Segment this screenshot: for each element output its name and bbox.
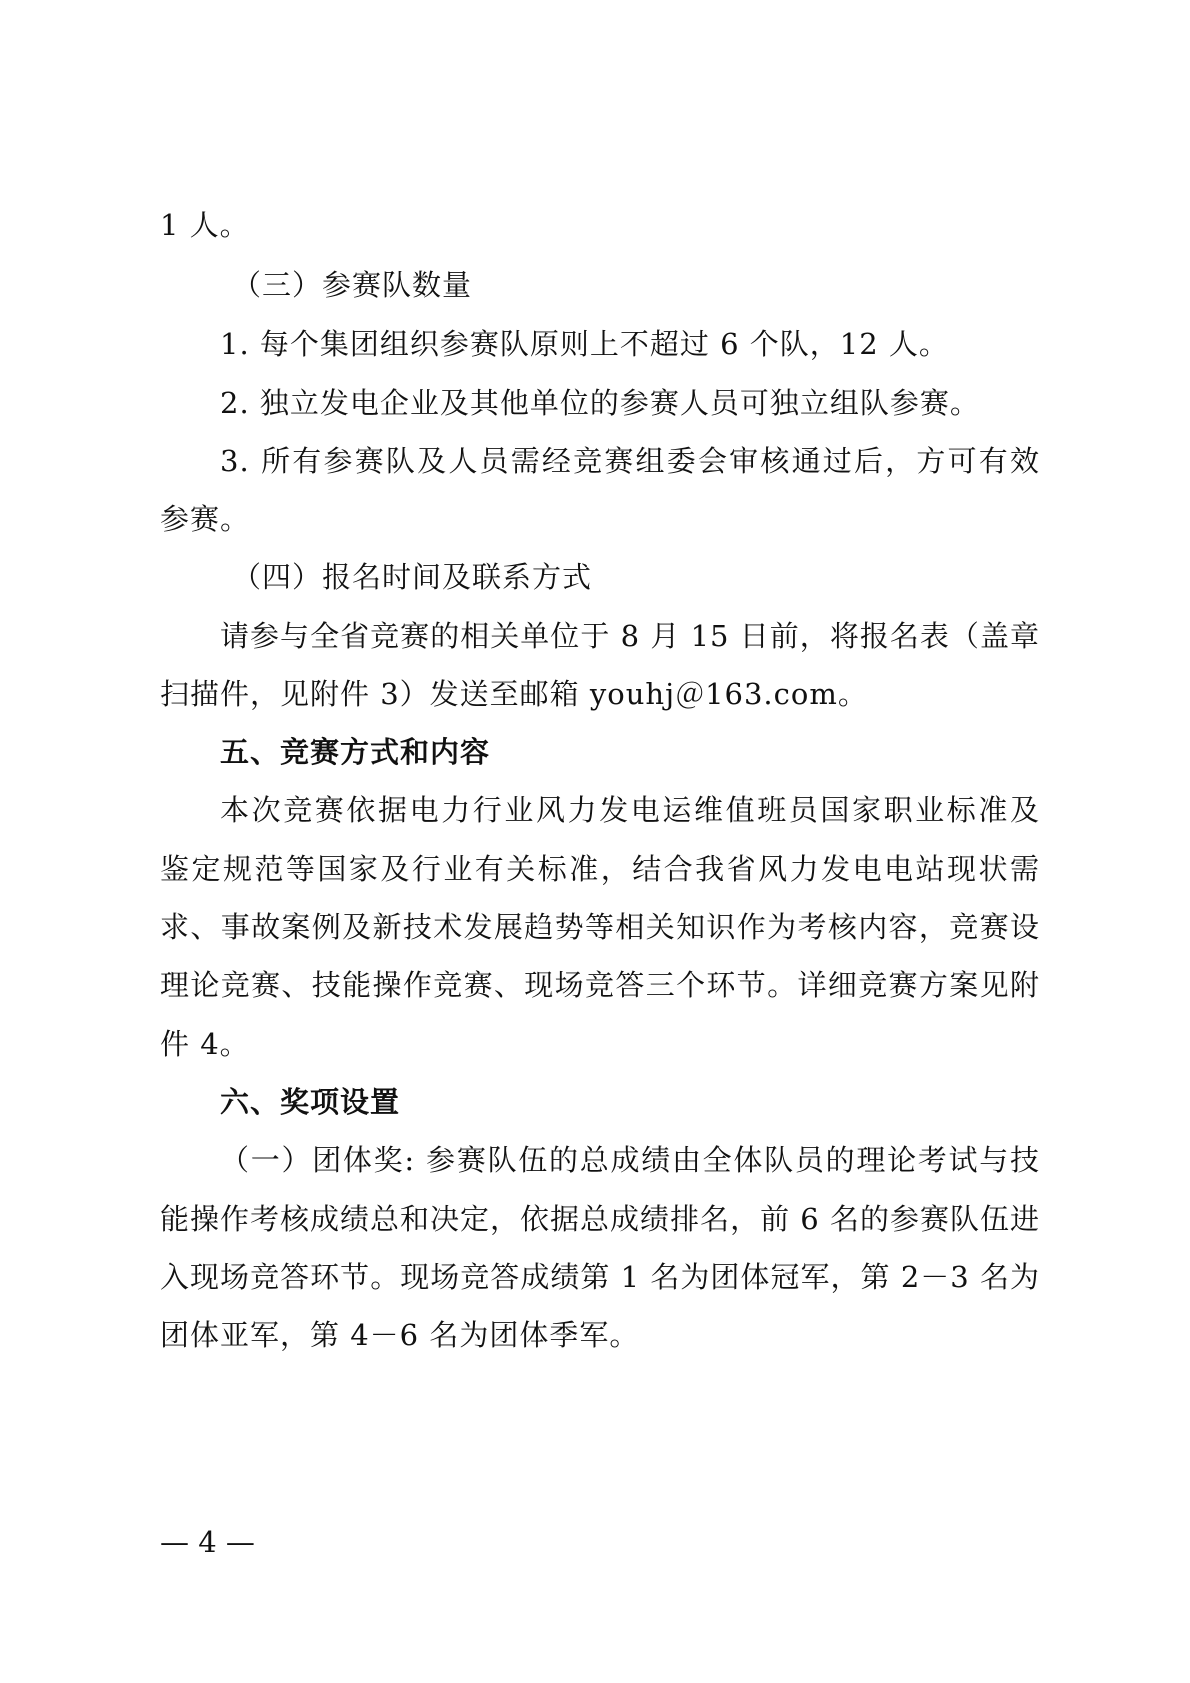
section-heading-awards: 六、奖项设置: [220, 1085, 401, 1119]
paragraph-registration: 请参与全省竞赛的相关单位于 8 月 15 日前，将报名表（盖章: [220, 619, 1040, 653]
list-item-2: 2. 独立发电企业及其他单位的参赛人员可独立组队参赛。: [220, 386, 980, 420]
paragraph-continuation: 1 人。: [160, 208, 250, 242]
paragraph-awards-line-2: 能操作考核成绩总和决定，依据总成绩排名，前 6 名的参赛队伍进: [160, 1202, 1040, 1236]
paragraph-competition-line-4: 理论竞赛、技能操作竞赛、现场竞答三个环节。详细竞赛方案见附: [160, 968, 1040, 1002]
subheading-registration: （四）报名时间及联系方式: [232, 560, 593, 594]
paragraph-awards-line-4: 团体亚军，第 4－6 名为团体季军。: [160, 1318, 640, 1352]
paragraph-competition-line-3: 求、事故案例及新技术发展趋势等相关知识作为考核内容，竞赛设: [160, 910, 1040, 944]
list-item-1: 1. 每个集团组织参赛队原则上不超过 6 个队，12 人。: [220, 327, 949, 361]
section-heading-competition-method: 五、竞赛方式和内容: [220, 735, 491, 769]
list-item-3: 3. 所有参赛队及人员需经竞赛组委会审核通过后，方可有效: [220, 444, 1040, 478]
paragraph-awards-line-1: （一）团体奖: 参赛队伍的总成绩由全体队员的理论考试与技: [220, 1143, 1040, 1177]
page-number: — 4 —: [160, 1525, 255, 1559]
list-item-3-continuation: 参赛。: [160, 502, 251, 536]
paragraph-competition-line-2: 鉴定规范等国家及行业有关标准，结合我省风力发电电站现状需: [160, 852, 1040, 886]
paragraph-registration-continuation: 扫描件，见附件 3）发送至邮箱 youhj＠163.com。: [160, 677, 868, 711]
paragraph-awards-line-3: 入现场竞答环节。现场竞答成绩第 1 名为团体冠军，第 2－3 名为: [160, 1260, 1040, 1294]
paragraph-competition-line-1: 本次竞赛依据电力行业风力发电运维值班员国家职业标准及: [220, 793, 1040, 827]
paragraph-competition-line-5: 件 4。: [160, 1027, 250, 1061]
subheading-team-count: （三）参赛队数量: [232, 268, 473, 302]
